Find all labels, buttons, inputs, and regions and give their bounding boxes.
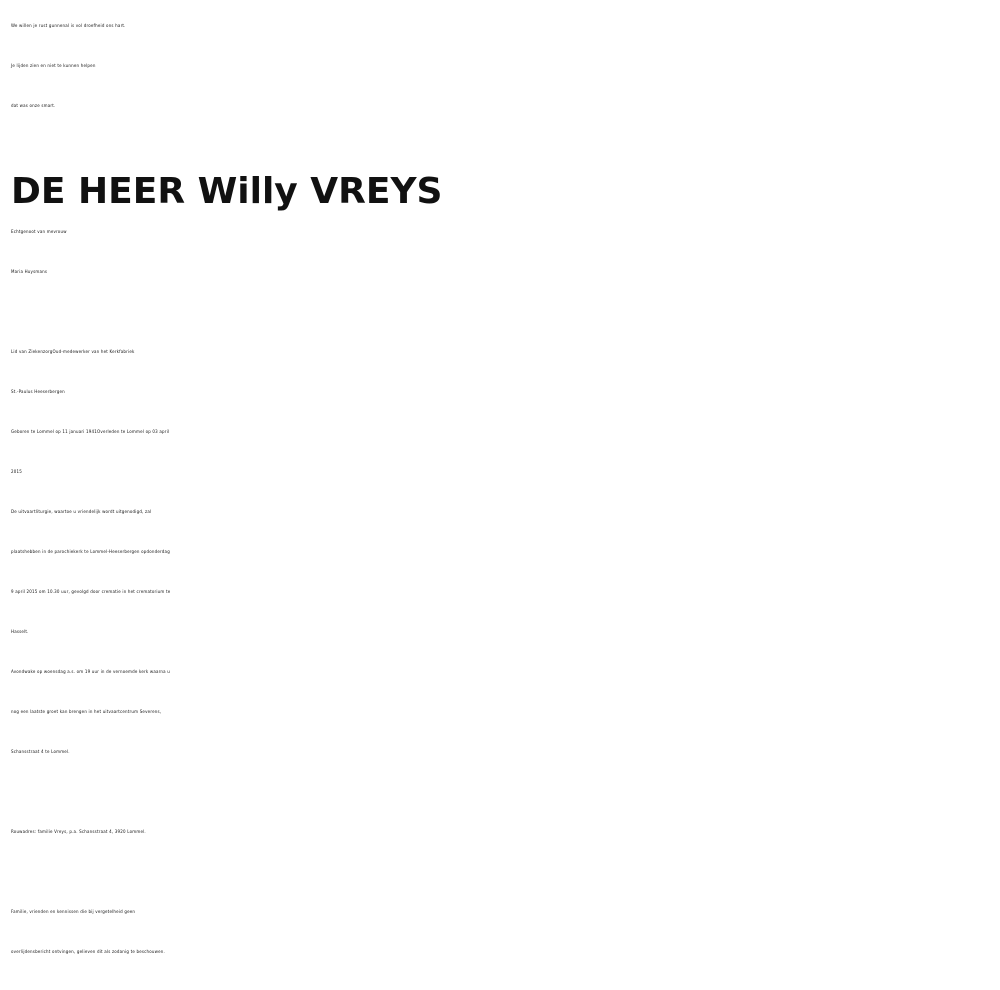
detail-line: Avondwake op woensdag a.s. om 19 uur in de vernoemde kerk waarna u	[11, 669, 171, 674]
details	[11, 332, 996, 772]
detail-line: 9 april 2015 om 10.30 uur, gevolgd door crematie in het crematorium te	[11, 589, 171, 594]
spacer	[11, 772, 996, 812]
closing-note	[11, 892, 996, 972]
spouse-name: Maria Huysmans	[11, 269, 48, 274]
detail-line: St.-Paulus Heeserbergen	[11, 389, 65, 394]
poem	[11, 6, 996, 126]
spouse-line: Echtgenoot van mevrouw	[11, 229, 67, 234]
detail-line: plaatshebben in de parochiekerk te Lommel-Heeserbergen opdonderdag	[11, 549, 170, 554]
poem-line: We willen je rust gunnenal is vol droefheid ons hart.	[11, 23, 126, 28]
spacer	[11, 292, 996, 332]
detail-line: Schansstraat 4 te Lommel.	[11, 749, 70, 754]
detail-line: Geboren te Lommel op 11 januari 1941Overleden te Lommel op 03 april	[11, 429, 170, 434]
closing-line: overlijdensbericht ontvingen, gelieven dit als zodanig te beschouwen.	[11, 949, 166, 954]
spouse-info	[11, 212, 996, 292]
mourning-address: Rouwadres: familie Vreys, p.a. Schansstraat 4, 3920 Lommel.	[11, 829, 146, 834]
closing-line: Familie, vrienden en kennissen die bij vergetelheid geen	[11, 909, 136, 914]
detail-line: 2015	[11, 469, 22, 474]
deceased-heading	[11, 166, 996, 212]
deceased-name: DE HEER Willy VREYS	[11, 171, 443, 212]
poem-line: dat was onze smart.	[11, 103, 56, 108]
detail-line: Lid van ZiekenzorgOud-medewerker van het Kerkfabriek	[11, 349, 135, 354]
detail-line: Hasselt.	[11, 629, 29, 634]
obituary-notice	[11, 6, 996, 972]
detail-line: nog een laatste groet kan brengen in het uitvaartcentrum Severens,	[11, 709, 162, 714]
poem-line: Je lijden zien en niet te kunnen helpen	[11, 63, 96, 68]
detail-line: De uitvaartliturgie, waartoe u vriendelijk wordt uitgenodigd, zal	[11, 509, 152, 514]
spacer	[11, 852, 996, 892]
